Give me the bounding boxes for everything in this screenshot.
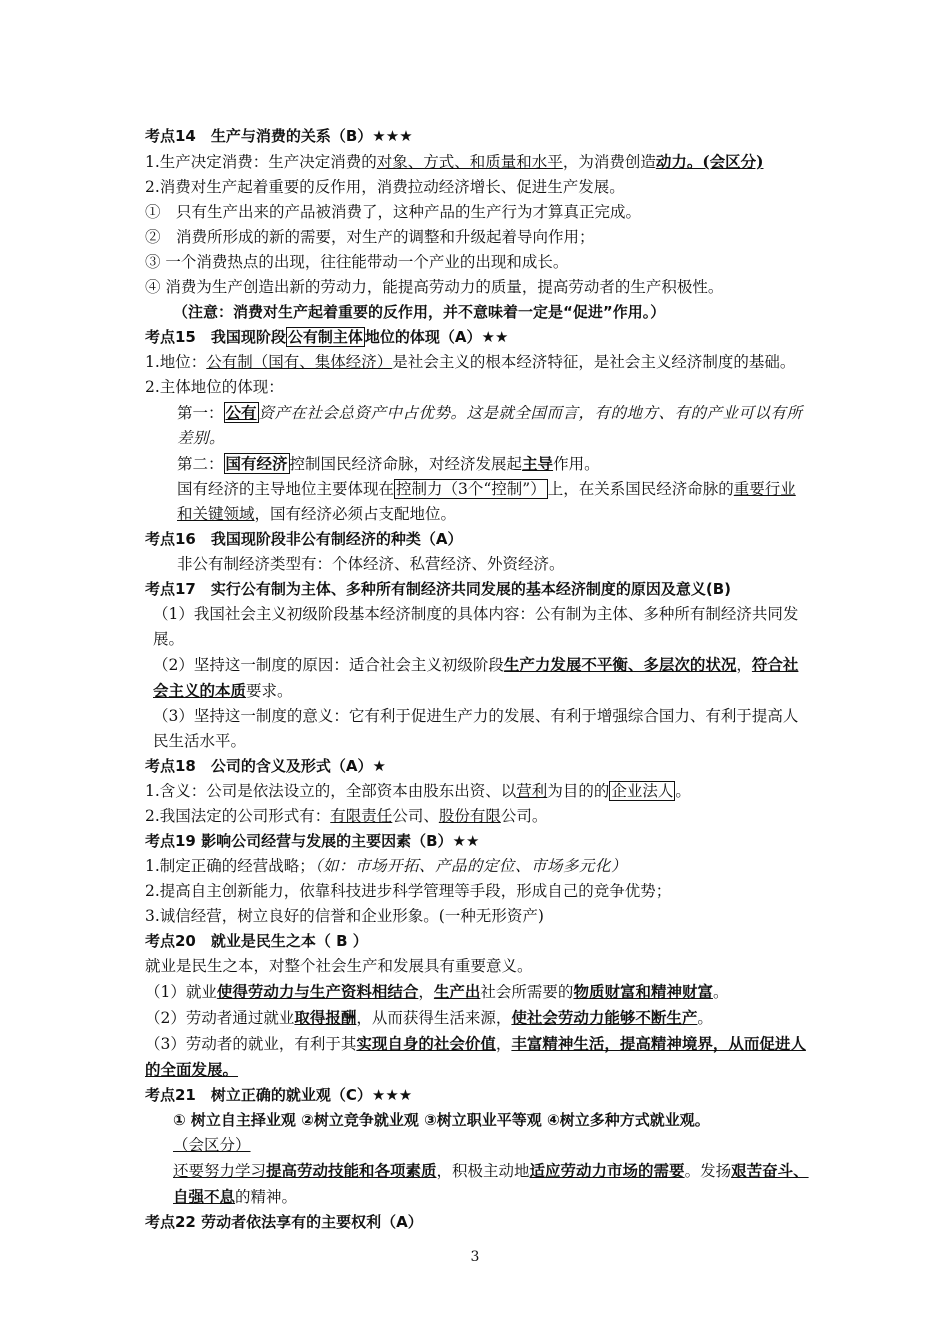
text: 的精神。 bbox=[235, 1188, 298, 1206]
underlined-text: 公有制（国有、集体经济） bbox=[206, 353, 393, 371]
text: （2）劳动者通过就业 bbox=[145, 1009, 295, 1027]
text: ， bbox=[495, 1035, 512, 1053]
boxed-text: 公有制主体 bbox=[287, 328, 363, 346]
para-15-1 bbox=[145, 350, 810, 375]
boxed-text: 公有 bbox=[225, 403, 257, 422]
underlined-text: 提高劳动技能和各项素质 bbox=[266, 1161, 437, 1180]
para-17-3: （3）坚持这一制度的意义：它有利于促进生产力的发展、有利于增强综合国力、有利于提高人民生活水平。 bbox=[153, 707, 799, 750]
text: ，国有经济必须占支配地位。 bbox=[254, 505, 457, 523]
text: 是社会主义的根本经济特征，是社会主义经济制度的基础。 bbox=[392, 353, 796, 371]
para-20-2 bbox=[145, 1005, 810, 1031]
text: （3）劳动者的就业，有利于其 bbox=[145, 1035, 357, 1053]
para-17-1: （1）我国社会主义初级阶段基本经济制度的具体内容：公有制为主体、多种所有制经济共同发展。 bbox=[153, 605, 799, 648]
underlined-text: 生产出 bbox=[433, 982, 481, 1001]
text: 公司、 bbox=[392, 807, 439, 825]
para-21-1b bbox=[145, 1133, 810, 1158]
underlined-text: 适应劳动力市场的需要 bbox=[529, 1161, 685, 1180]
underlined-text: 使社会劳动力能够不断生产 bbox=[511, 1008, 698, 1027]
para-19-3: 3.诚信经营，树立良好的信誉和企业形象。(一种无形资产) bbox=[145, 907, 544, 925]
heading-22: 考点22 劳动者依法享有的主要权利（A） bbox=[145, 1213, 423, 1231]
text: 上，在关系国民经济命脉的 bbox=[547, 480, 734, 498]
text: ，积极主动地 bbox=[436, 1162, 530, 1180]
text: 1.制定正确的经营战略； bbox=[145, 857, 315, 875]
heading-19: 考点19 影响公司经营与发展的主要因素（B）★★ bbox=[145, 832, 480, 850]
text: 考点15 我国现阶段 bbox=[145, 328, 286, 346]
text: （如：市场开拓、产品的定位、市场多元化） bbox=[314, 857, 628, 875]
text: 第二： bbox=[177, 455, 224, 473]
page-number: 3 bbox=[470, 1249, 480, 1265]
heading-20: 考点20 就业是民生之本（ B ） bbox=[145, 932, 368, 950]
underlined-text: （会区分） bbox=[173, 1136, 251, 1154]
para-20-0: 就业是民生之本，对整个社会生产和发展具有重要意义。 bbox=[145, 957, 533, 975]
text: 。 bbox=[675, 782, 691, 800]
text: 1.生产决定消费：生产决定消费的 bbox=[145, 153, 377, 171]
text: ，从而获得生活来源， bbox=[356, 1009, 512, 1027]
underlined-text: 丰富精神生活，提高精神境界，从而促进人的全面发展。 bbox=[145, 1034, 806, 1079]
underlined-text: 主导 bbox=[522, 454, 554, 473]
para-21-2 bbox=[145, 1158, 810, 1210]
text: 第一： bbox=[177, 404, 224, 422]
heading-17: 考点17 实行公有制为主体、多种所有制经济共同发展的基本经济制度的原因及意义(B) bbox=[145, 580, 732, 598]
document-body bbox=[145, 124, 810, 1235]
text: 控制国民经济命脉，对经济发展起 bbox=[289, 455, 523, 473]
para-20-1 bbox=[145, 979, 810, 1005]
underlined-text: 符合社会主义的本质 bbox=[153, 655, 799, 700]
underlined-text: 动力。(会区分) bbox=[655, 152, 764, 171]
text: 资产在社会总资产中占优势。这是就全国而言，有的地方、有的产业可以有所差别。 bbox=[177, 404, 803, 447]
text: （1）就业 bbox=[145, 983, 217, 1001]
para-14-p3: ③ 一个消费热点的出现，往往能带动一个产业的出现和成长。 bbox=[145, 253, 569, 271]
para-16-1: 非公有制经济类型有：个体经济、私营经济、外资经济。 bbox=[177, 555, 565, 573]
text: ，为消费创造 bbox=[562, 153, 656, 171]
text: 要求。 bbox=[246, 682, 293, 700]
text: （2）坚持这一制度的原因：适合社会主义初级阶段 bbox=[153, 656, 504, 674]
para-15-third bbox=[145, 477, 810, 527]
para-20-3 bbox=[145, 1031, 810, 1083]
para-14-1 bbox=[145, 149, 810, 175]
para-15-2: 2.主体地位的体现： bbox=[145, 378, 284, 396]
para-18-1 bbox=[145, 779, 810, 804]
text: 2.我国法定的公司形式有： bbox=[145, 807, 331, 825]
heading-21: 考点21 树立正确的就业观（C）★★★ bbox=[145, 1086, 413, 1104]
para-19-1 bbox=[145, 854, 810, 879]
para-14-2: 2.消费对生产起着重要的反作用，消费拉动经济增长、促进生产发展。 bbox=[145, 178, 625, 196]
para-14-p1: ① 只有生产出来的产品被消费了，这种产品的生产行为才算真正完成。 bbox=[145, 203, 642, 221]
heading-15 bbox=[145, 325, 810, 350]
note-14: （注意：消费对生产起着重要的反作用，并不意味着一定是“促进”作用。） bbox=[173, 303, 666, 321]
text: 公司。 bbox=[500, 807, 548, 825]
underlined-text: 重要行业和关键领域 bbox=[177, 480, 796, 523]
underlined-text: 艰苦奋斗、自强不息 bbox=[173, 1161, 809, 1206]
para-15-first bbox=[145, 400, 810, 451]
para-21-1: ① 树立自主择业观 ②树立竞争就业观 ③树立职业平等观 ④树立多种方式就业观。 bbox=[173, 1111, 710, 1129]
underlined-text: 还要努力学习 bbox=[173, 1162, 267, 1180]
heading-16: 考点16 我国现阶段非公有制经济的种类（A） bbox=[145, 530, 463, 548]
para-19-2: 2.提高自主创新能力，依靠科技进步科学管理等手段，形成自己的竞争优势； bbox=[145, 882, 672, 900]
text: 。发扬 bbox=[684, 1162, 732, 1180]
underlined-text: 股份有限 bbox=[438, 807, 501, 825]
text: ， bbox=[418, 983, 434, 1001]
text: 1.含义：公司是依法设立的，全部资本由股东出资、以 bbox=[145, 782, 517, 800]
boxed-text: 国有经济 bbox=[225, 454, 288, 473]
underlined-text: 取得报酬 bbox=[294, 1008, 357, 1027]
text: 社会所需要的 bbox=[480, 983, 574, 1001]
underlined-text: 营利 bbox=[516, 782, 548, 800]
text: 。 bbox=[712, 983, 729, 1001]
para-14-p2: ② 消费所形成的新的需要，对生产的调整和升级起着导向作用； bbox=[145, 228, 595, 246]
text: 作用。 bbox=[553, 455, 600, 473]
text: 。 bbox=[697, 1009, 713, 1027]
para-17-2 bbox=[145, 652, 810, 704]
underlined-text: 物质财富和精神财富 bbox=[573, 982, 713, 1001]
underlined-text: 对象、方式、和质量和水平 bbox=[376, 153, 563, 171]
para-14-p4: ④ 消费为生产创造出新的劳动力，能提高劳动力的质量，提高劳动者的生产积极性。 bbox=[145, 278, 724, 296]
text: 地位的体现（A）★★ bbox=[364, 328, 509, 346]
text: 国有经济的主导地位主要体现在 bbox=[177, 480, 395, 498]
underlined-text: 使得劳动力与生产资料相结合 bbox=[216, 982, 419, 1001]
underlined-text: 实现自身的社会价值 bbox=[356, 1034, 496, 1053]
para-15-second bbox=[145, 451, 810, 477]
boxed-text: 企业法人 bbox=[611, 782, 674, 800]
text: 为目的的 bbox=[547, 782, 610, 800]
para-18-2 bbox=[145, 804, 810, 829]
underlined-text: 生产力发展不平衡、多层次的状况 bbox=[503, 655, 737, 674]
heading-18: 考点18 公司的含义及形式（A）★ bbox=[145, 757, 386, 775]
text: ， bbox=[736, 656, 752, 674]
text: 1.地位： bbox=[145, 353, 207, 371]
underlined-text: 有限责任 bbox=[330, 807, 393, 825]
heading-14: 考点14 生产与消费的关系（B）★★★ bbox=[145, 127, 413, 145]
boxed-text: 控制力（3个“控制”） bbox=[396, 480, 546, 498]
